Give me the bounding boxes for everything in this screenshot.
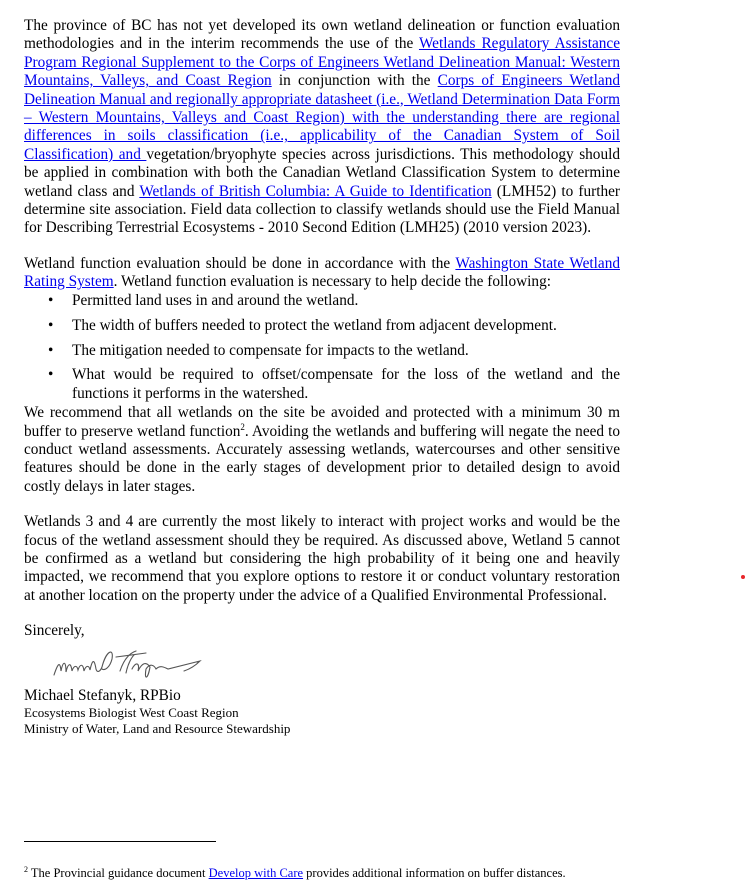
footnote — [24, 865, 566, 881]
signatory-title: Ecosystems Biologist West Coast Region — [24, 704, 239, 720]
list-item — [24, 366, 620, 403]
link-washington-rating-system[interactable]: Washington State Wetland Rating System — [24, 254, 620, 291]
marker-dot-icon — [741, 575, 745, 579]
bullet-icon: • — [48, 316, 54, 334]
list-item-text: What would be required to offset/compensate for the loss of the wetland and the functions it performs in the watershed. — [72, 366, 620, 402]
text-run: The province of BC has not yet developed its own wetland delineation or function evaluation methodologies and in the interim recommends the use of the — [24, 17, 620, 53]
bullet-icon: • — [48, 291, 54, 309]
text-run: in conjunction with the — [271, 72, 438, 90]
text-run: vegetation/bryophyte species across jurisdictions. This methodology should be applied in combination with both the Canadian Wetland Classification System to determine wetland class and — [24, 145, 620, 200]
signature-image — [50, 645, 230, 685]
paragraph-methodology — [24, 17, 620, 238]
text-run: provides additional information on buffer distances. — [303, 866, 566, 880]
text-run: Wetland function evaluation should be done in accordance with the — [24, 254, 456, 272]
link-wetlands-of-bc-guide[interactable]: Wetlands of British Columbia: A Guide to Identification — [139, 182, 492, 200]
text-run: We recommend that all wetlands on the site be avoided and protected with a minimum 30 m buffer to preserve wetland function — [24, 404, 620, 440]
text-run: (LMH52) to further determine site association. Field data collection to classify wetlands should use the Field Manual for Describing Terrestrial Ecosystems - 2010 Second Edition (LMH25) (2010 version 2023). — [24, 182, 621, 237]
list-item — [24, 292, 620, 310]
text-run: . Wetland function evaluation is necessary to help decide the following: — [113, 273, 551, 291]
list-item-text: Permitted land uses in and around the wetland. — [72, 291, 359, 309]
footnote-reference[interactable]: 2 — [240, 421, 245, 432]
bullet-icon: • — [48, 341, 54, 359]
bullet-icon: • — [48, 366, 54, 384]
text-run: . Avoiding the wetlands and buffering will negate the need to conduct wetland assessments. Accurately assessing wetlands, watercourses and other sensitive features should be done in the early stages of development prior to detailed design to avoid costly delays in later stages. — [24, 422, 620, 495]
footnote-separator — [24, 841, 216, 842]
paragraph-wetlands-3-4-5: Wetlands 3 and 4 are currently the most likely to interact with project works and would be the focus of the wetland assessment should they be required. As discussed above, Wetland 5 cannot be confirmed as a wetland but considering the high probability of it being one and heavily impacted, we recommend that you explore options to restore it or conduct voluntary restoration at another location on the property under the advice of a Qualified Environmental Professional. — [24, 513, 620, 604]
signatory-name: Michael Stefanyk, RPBio — [24, 686, 181, 704]
list-item-text: The width of buffers needed to protect the wetland from adjacent development. — [72, 316, 557, 334]
paragraph-function-evaluation — [24, 255, 620, 292]
paragraph-recommendation — [24, 404, 620, 496]
link-wetlands-regulatory-supplement[interactable]: Wetlands Regulatory Assistance Program Regional Supplement to the Corps of Engineers Wetland Delineation Manual: Western Mountains, Valleys, and Coast Region — [24, 35, 620, 90]
footnote-number: 2 — [24, 864, 28, 874]
signatory-organization: Ministry of Water, Land and Resource Stewardship — [24, 720, 291, 736]
list-item — [24, 317, 620, 335]
list-item-text: The mitigation needed to compensate for impacts to the wetland. — [72, 341, 469, 359]
letter-body — [24, 17, 620, 737]
link-develop-with-care[interactable]: Develop with Care — [208, 866, 304, 880]
signature — [50, 645, 620, 685]
link-corps-delineation-manual[interactable]: Corps of Engineers Wetland Delineation Manual and regionally appropriate datasheet (i.e., Wetland Determination Data Form – Western Mountains, Valleys and Coast Region) with the understanding there are regional differences in soils classification (i.e., applicability of the Canadian System of Soil Classification) and — [24, 72, 621, 163]
closing-block — [24, 622, 620, 736]
list-item — [24, 342, 620, 360]
bullet-list — [24, 292, 620, 404]
salutation: Sincerely, — [24, 622, 85, 640]
text-run: The Provincial guidance document — [28, 866, 209, 880]
